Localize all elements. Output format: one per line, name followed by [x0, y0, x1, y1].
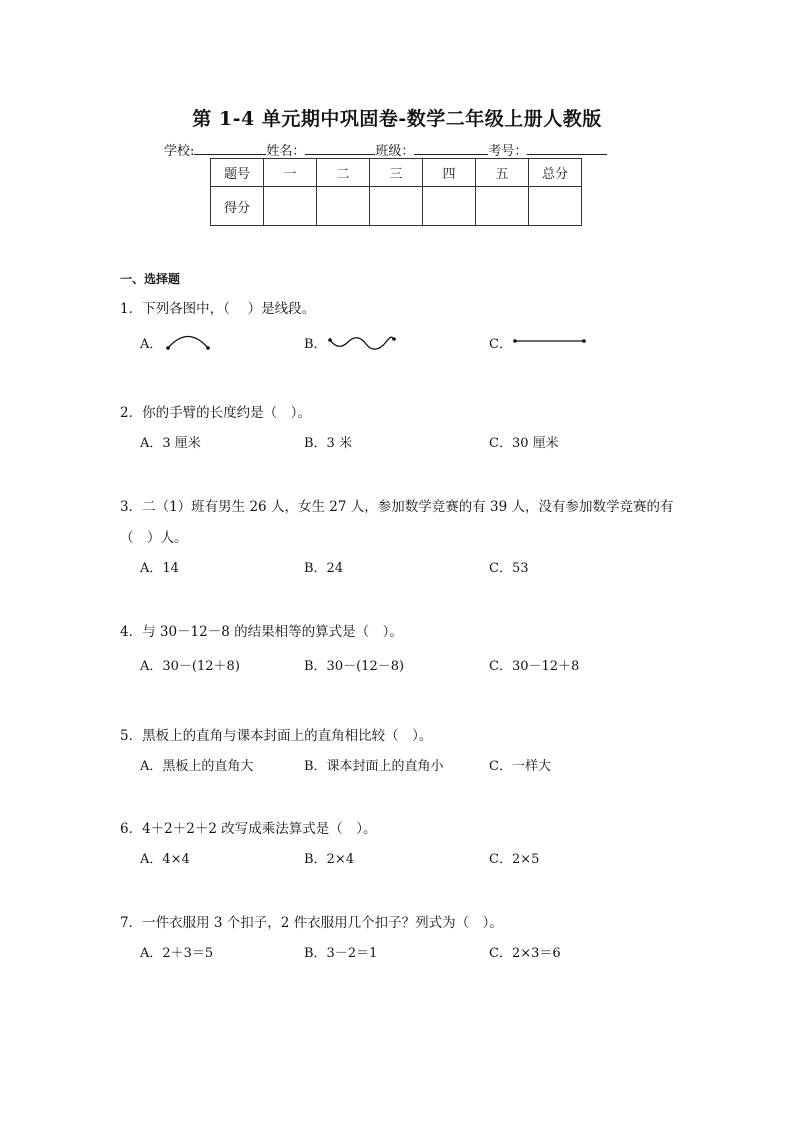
question-stem: 6．4＋2＋2＋2 改写成乘法算式是（ ）。: [120, 821, 377, 837]
score-cell[interactable]: [264, 187, 317, 226]
score-header-cell: 五: [476, 159, 529, 187]
score-cell[interactable]: [529, 187, 582, 226]
question-stem-continuation: （ ）人。: [120, 530, 188, 546]
option-label: B．: [304, 337, 327, 352]
option-label: C．2×3＝6: [489, 946, 561, 961]
option-label: C．53: [489, 561, 529, 576]
option-label: C．一样大: [489, 759, 551, 774]
score-cell[interactable]: [370, 187, 423, 226]
option-label: A．黑板上的直角大: [140, 759, 254, 774]
option-label: C．: [489, 337, 512, 352]
score-header-cell: 一: [264, 159, 317, 187]
option-label: A．4×4: [140, 852, 190, 867]
score-table: [210, 158, 582, 226]
question-stem: 1．下列各图中，（ ）是线段。: [120, 301, 316, 317]
class-label: 班级：: [375, 144, 415, 159]
score-row-label: 得分: [211, 187, 264, 226]
exam-no-blank[interactable]: [527, 142, 607, 155]
option-label: C．30－12＋8: [489, 659, 580, 674]
option-label: C．2×5: [489, 852, 540, 867]
question-stem: 3．二（1）班有男生 26 人，女生 27 人，参加数学竞赛的有 39 人，没有参加数学竞赛的有: [120, 499, 674, 515]
school-blank[interactable]: [194, 142, 266, 155]
section-heading: 一、选择题: [120, 272, 181, 286]
score-header-cell: 二: [317, 159, 370, 187]
page-title: 第 1-4 单元期中巩固卷-数学二年级上册人教版: [192, 108, 602, 130]
class-blank[interactable]: [414, 142, 488, 155]
option-label: B．3 米: [304, 436, 352, 451]
score-cell[interactable]: [476, 187, 529, 226]
option-label: B．2×4: [304, 852, 354, 867]
line-segment-figure: [510, 335, 590, 347]
school-label: 学校:: [164, 144, 195, 159]
score-header-cell: 总分: [529, 159, 582, 187]
option-label: B．24: [304, 561, 344, 576]
name-blank[interactable]: [305, 142, 375, 155]
exam-no-label: 考号：: [488, 144, 528, 159]
question-stem: 7．一件衣服用 3 个扣子，2 件衣服用几个扣子？列式为（ ）。: [120, 915, 503, 931]
option-label: A．2＋3＝5: [140, 946, 214, 961]
option-label: B．30－(12－8): [304, 659, 405, 674]
question-stem: 5．黑板上的直角与课本封面上的直角相比较（ ）。: [120, 728, 433, 744]
name-label: 姓名：: [266, 144, 306, 159]
score-header-cell: 四: [423, 159, 476, 187]
wavy-line-figure: [326, 334, 398, 352]
score-header-cell: 三: [370, 159, 423, 187]
arc-figure: [164, 333, 212, 353]
option-label: A．: [140, 337, 163, 352]
info-line: [164, 140, 607, 159]
score-cell[interactable]: [317, 187, 370, 226]
option-label: A．3 厘米: [140, 436, 201, 451]
option-label: B．课本封面上的直角小: [304, 759, 444, 774]
score-cell[interactable]: [423, 187, 476, 226]
option-label: C．30 厘米: [489, 436, 559, 451]
question-stem: 2．你的手臂的长度约是（ ）。: [120, 405, 311, 421]
option-label: A．30－(12＋8): [140, 659, 240, 674]
option-label: B．3－2＝1: [304, 946, 378, 961]
option-label: A．14: [140, 561, 179, 576]
question-stem: 4．与 30－12－8 的结果相等的算式是（ ）。: [120, 624, 403, 640]
score-header-cell: 题号: [211, 159, 264, 187]
